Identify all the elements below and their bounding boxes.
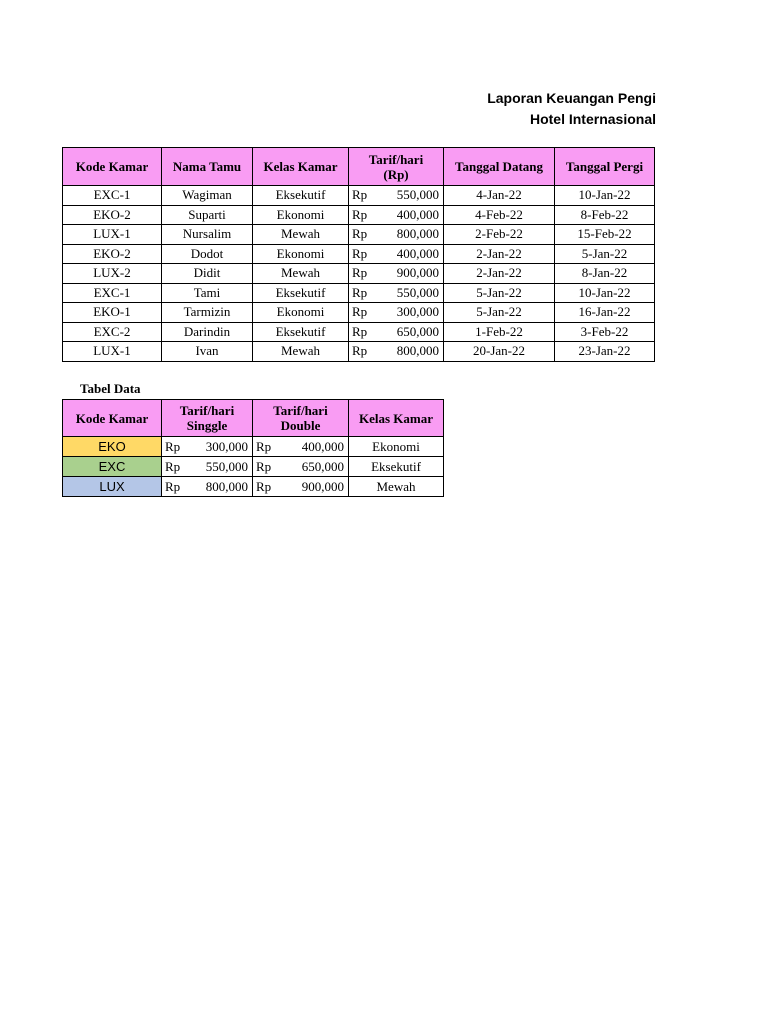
data-header-double-line1: Tarif/hari <box>273 403 328 418</box>
cell-tarif-double-value <box>256 438 345 456</box>
main-table-body <box>63 186 655 362</box>
currency-label: Rp <box>352 343 368 359</box>
cell-kelas-kamar[interactable]: Ekonomi <box>253 205 349 225</box>
currency-label: Rp <box>256 478 272 494</box>
cell-tarif[interactable] <box>349 342 444 362</box>
cell-tanggal-datang[interactable]: 5-Jan-22 <box>444 283 555 303</box>
cell-tanggal-datang[interactable]: 4-Jan-22 <box>444 186 555 206</box>
table-row <box>63 477 444 497</box>
cell-tanggal-pergi[interactable]: 23-Jan-22 <box>555 342 655 362</box>
cell-kelas-kamar[interactable]: Ekonomi <box>253 303 349 323</box>
cell-tarif-double[interactable] <box>253 477 349 497</box>
amount: 800,000 <box>205 478 248 494</box>
amount: 900,000 <box>301 478 344 494</box>
amount: 800,000 <box>396 226 439 242</box>
cell-tanggal-pergi[interactable]: 10-Jan-22 <box>555 283 655 303</box>
cell-kode-kamar[interactable]: EKO-1 <box>63 303 162 323</box>
currency-label: Rp <box>352 226 368 242</box>
cell-tarif-single-value <box>165 478 249 496</box>
table-row <box>63 283 655 303</box>
cell-tarif-double[interactable] <box>253 457 349 477</box>
table-row <box>63 322 655 342</box>
cell-tarif[interactable] <box>349 303 444 323</box>
cell-tanggal-pergi[interactable]: 5-Jan-22 <box>555 244 655 264</box>
data-header-single-line2: Singgle <box>186 418 228 433</box>
amount: 300,000 <box>205 438 248 454</box>
main-table <box>62 147 655 362</box>
cell-tarif-value <box>352 186 440 204</box>
currency-label: Rp <box>165 478 181 494</box>
cell-tarif-value <box>352 264 440 282</box>
currency-label: Rp <box>352 265 368 281</box>
cell-tarif-value <box>352 342 440 360</box>
cell-tanggal-datang[interactable]: 1-Feb-22 <box>444 322 555 342</box>
cell-tarif[interactable] <box>349 283 444 303</box>
amount: 800,000 <box>396 343 439 359</box>
cell-nama-tamu[interactable]: Suparti <box>162 205 253 225</box>
currency-label: Rp <box>165 458 181 474</box>
cell-kode-kamar[interactable]: EXC <box>63 457 162 477</box>
cell-tarif-value <box>352 225 440 243</box>
header-tarif-line2: (Rp) <box>383 166 409 182</box>
cell-kelas-kamar[interactable]: Ekonomi <box>349 437 444 457</box>
amount: 300,000 <box>396 304 439 320</box>
cell-tarif[interactable] <box>349 244 444 264</box>
cell-nama-tamu[interactable]: Ivan <box>162 342 253 362</box>
cell-tarif-value <box>352 245 440 263</box>
table-row <box>63 225 655 245</box>
amount: 550,000 <box>396 187 439 203</box>
cell-kelas-kamar[interactable]: Mewah <box>253 264 349 284</box>
cell-kode-kamar[interactable]: EKO-2 <box>63 205 162 225</box>
table-row <box>63 186 655 206</box>
cell-tarif-value <box>352 323 440 341</box>
amount: 400,000 <box>301 438 344 454</box>
cell-tarif-single[interactable] <box>162 437 253 457</box>
amount: 400,000 <box>396 206 439 222</box>
currency-label: Rp <box>352 284 368 300</box>
table-row <box>63 244 655 264</box>
cell-nama-tamu[interactable]: Wagiman <box>162 186 253 206</box>
cell-kode-kamar[interactable]: LUX-1 <box>63 342 162 362</box>
cell-tanggal-pergi[interactable]: 3-Feb-22 <box>555 322 655 342</box>
cell-tarif-single-value <box>165 438 249 456</box>
currency-label: Rp <box>165 438 181 454</box>
header-tarif[interactable] <box>349 148 444 186</box>
cell-tarif-single[interactable] <box>162 477 253 497</box>
cell-nama-tamu[interactable]: Tarmizin <box>162 303 253 323</box>
table-row <box>63 303 655 323</box>
cell-tarif-value <box>352 284 440 302</box>
cell-tanggal-pergi[interactable]: 8-Jan-22 <box>555 264 655 284</box>
cell-tanggal-pergi[interactable]: 10-Jan-22 <box>555 186 655 206</box>
cell-tarif[interactable] <box>349 322 444 342</box>
cell-kode-kamar[interactable]: EXC-2 <box>63 322 162 342</box>
cell-kelas-kamar[interactable]: Eksekutif <box>253 283 349 303</box>
currency-label: Rp <box>256 438 272 454</box>
cell-nama-tamu[interactable]: Didit <box>162 264 253 284</box>
cell-kelas-kamar[interactable]: Ekonomi <box>253 244 349 264</box>
amount: 900,000 <box>396 265 439 281</box>
currency-label: Rp <box>256 458 272 474</box>
cell-tarif-value <box>352 206 440 224</box>
currency-label: Rp <box>352 245 368 261</box>
cell-tanggal-pergi[interactable]: 8-Feb-22 <box>555 205 655 225</box>
data-header-double-line2: Double <box>280 418 321 433</box>
cell-tarif-double-value <box>256 458 345 476</box>
cell-kode-kamar[interactable]: LUX-1 <box>63 225 162 245</box>
cell-nama-tamu[interactable]: Nursalim <box>162 225 253 245</box>
amount: 550,000 <box>205 458 248 474</box>
cell-kelas-kamar[interactable]: Mewah <box>253 225 349 245</box>
cell-tarif[interactable] <box>349 264 444 284</box>
data-header-tarif-double[interactable] <box>253 400 349 437</box>
cell-kelas-kamar[interactable]: Eksekutif <box>253 186 349 206</box>
cell-kode-kamar[interactable]: EXC-1 <box>63 283 162 303</box>
header-tanggal-datang[interactable]: Tanggal Datang <box>444 148 555 186</box>
currency-label: Rp <box>352 304 368 320</box>
table-row <box>63 457 444 477</box>
cell-tanggal-datang[interactable]: 4-Feb-22 <box>444 205 555 225</box>
data-header-kelas-kamar[interactable]: Kelas Kamar <box>349 400 444 437</box>
tabel-data-label: Tabel Data <box>80 381 141 396</box>
amount: 650,000 <box>396 323 439 339</box>
cell-kelas-kamar[interactable]: Mewah <box>253 342 349 362</box>
cell-tarif-single[interactable] <box>162 457 253 477</box>
data-table-header-row <box>63 400 444 437</box>
cell-nama-tamu[interactable]: Dodot <box>162 244 253 264</box>
table-row <box>63 437 444 457</box>
cell-tanggal-datang[interactable]: 2-Jan-22 <box>444 244 555 264</box>
header-tanggal-pergi[interactable]: Tanggal Pergi <box>555 148 655 186</box>
cell-tarif-double-value <box>256 478 345 496</box>
cell-kode-kamar[interactable]: LUX-2 <box>63 264 162 284</box>
report-title: Laporan Keuangan Pengi <box>487 90 656 106</box>
main-table-header-row <box>63 148 655 186</box>
amount: 550,000 <box>396 284 439 300</box>
amount: 400,000 <box>396 245 439 261</box>
cell-nama-tamu[interactable]: Darindin <box>162 322 253 342</box>
header-kelas-kamar[interactable]: Kelas Kamar <box>253 148 349 186</box>
cell-kelas-kamar[interactable]: Eksekutif <box>253 322 349 342</box>
table-row <box>63 342 655 362</box>
cell-kelas-kamar[interactable]: Eksekutif <box>349 457 444 477</box>
cell-tanggal-pergi[interactable]: 15-Feb-22 <box>555 225 655 245</box>
currency-label: Rp <box>352 187 368 203</box>
header-kode-kamar[interactable]: Kode Kamar <box>63 148 162 186</box>
cell-tarif-double[interactable] <box>253 437 349 457</box>
cell-tanggal-datang[interactable]: 2-Jan-22 <box>444 264 555 284</box>
cell-tarif[interactable] <box>349 186 444 206</box>
cell-tarif-single-value <box>165 458 249 476</box>
data-table-body <box>63 437 444 497</box>
cell-kode-kamar[interactable]: EKO-2 <box>63 244 162 264</box>
data-header-single-line1: Tarif/hari <box>179 403 235 418</box>
data-header-kode-kamar[interactable]: Kode Kamar <box>63 400 162 437</box>
cell-tanggal-datang[interactable]: 5-Jan-22 <box>444 303 555 323</box>
header-nama-tamu[interactable]: Nama Tamu <box>162 148 253 186</box>
cell-tanggal-pergi[interactable]: 16-Jan-22 <box>555 303 655 323</box>
cell-kode-kamar[interactable]: EKO <box>63 437 162 457</box>
cell-nama-tamu[interactable]: Tami <box>162 283 253 303</box>
cell-tanggal-datang[interactable]: 2-Feb-22 <box>444 225 555 245</box>
cell-tarif[interactable] <box>349 225 444 245</box>
table-row <box>63 205 655 225</box>
data-table <box>62 399 444 497</box>
cell-tarif-value <box>352 303 440 321</box>
cell-tarif[interactable] <box>349 205 444 225</box>
header-tarif-line1: Tarif/hari <box>368 151 424 167</box>
cell-kode-kamar[interactable]: EXC-1 <box>63 186 162 206</box>
data-header-tarif-single[interactable] <box>162 400 253 437</box>
report-subtitle: Hotel Internasional <box>529 111 656 127</box>
currency-label: Rp <box>352 323 368 339</box>
cell-kelas-kamar[interactable]: Mewah <box>349 477 444 497</box>
amount: 650,000 <box>301 458 344 474</box>
cell-kode-kamar[interactable]: LUX <box>63 477 162 497</box>
cell-tanggal-datang[interactable]: 20-Jan-22 <box>444 342 555 362</box>
currency-label: Rp <box>352 206 368 222</box>
table-row <box>63 264 655 284</box>
